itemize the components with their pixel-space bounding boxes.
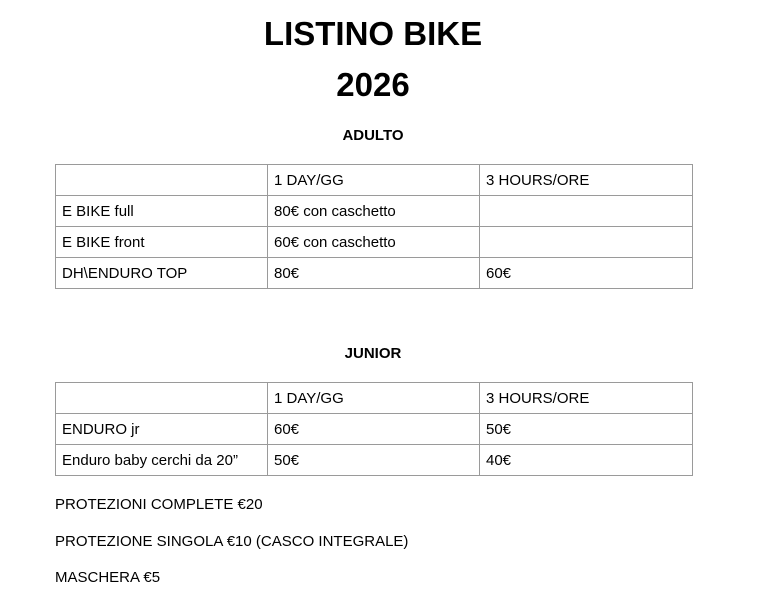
table-row xyxy=(56,196,693,227)
table-cell: ENDURO jr xyxy=(56,414,268,445)
table-cell xyxy=(480,196,693,227)
adulto-price-table xyxy=(55,164,693,289)
table-row xyxy=(56,258,693,289)
page-year: 2026 xyxy=(336,66,410,103)
table-cell: Enduro baby cerchi da 20” xyxy=(56,445,268,476)
table-cell: 60€ con caschetto xyxy=(268,227,480,258)
section-heading-junior: JUNIOR xyxy=(344,345,402,362)
table-cell: E BIKE front xyxy=(56,227,268,258)
section-heading-adulto: ADULTO xyxy=(342,127,404,144)
page-title: LISTINO BIKE xyxy=(263,15,483,52)
table-cell: 80€ xyxy=(268,258,480,289)
extra-item-protezione-singola: PROTEZIONE SINGOLA €10 (CASCO INTEGRALE) xyxy=(55,533,409,550)
extra-item-protezioni-complete: PROTEZIONI COMPLETE €20 xyxy=(55,496,263,513)
table-header-row xyxy=(56,165,693,196)
table-row xyxy=(56,445,693,476)
table-cell: 60€ xyxy=(268,414,480,445)
table-header-cell xyxy=(56,165,268,196)
table-cell: 50€ xyxy=(268,445,480,476)
table-cell: 60€ xyxy=(480,258,693,289)
table-header-cell: 1 DAY/GG xyxy=(268,383,480,414)
table-cell: 80€ con caschetto xyxy=(268,196,480,227)
extra-item-maschera: MASCHERA €5 xyxy=(55,569,161,586)
table-header-cell xyxy=(56,383,268,414)
table-cell: 50€ xyxy=(480,414,693,445)
table-cell xyxy=(480,227,693,258)
table-row xyxy=(56,227,693,258)
table-cell: E BIKE full xyxy=(56,196,268,227)
table-header-cell: 3 HOURS/ORE xyxy=(480,383,693,414)
table-header-row xyxy=(56,383,693,414)
table-row xyxy=(56,414,693,445)
junior-price-table xyxy=(55,382,693,476)
table-cell: 40€ xyxy=(480,445,693,476)
table-header-cell: 1 DAY/GG xyxy=(268,165,480,196)
table-cell: DH\ENDURO TOP xyxy=(56,258,268,289)
table-header-cell: 3 HOURS/ORE xyxy=(480,165,693,196)
